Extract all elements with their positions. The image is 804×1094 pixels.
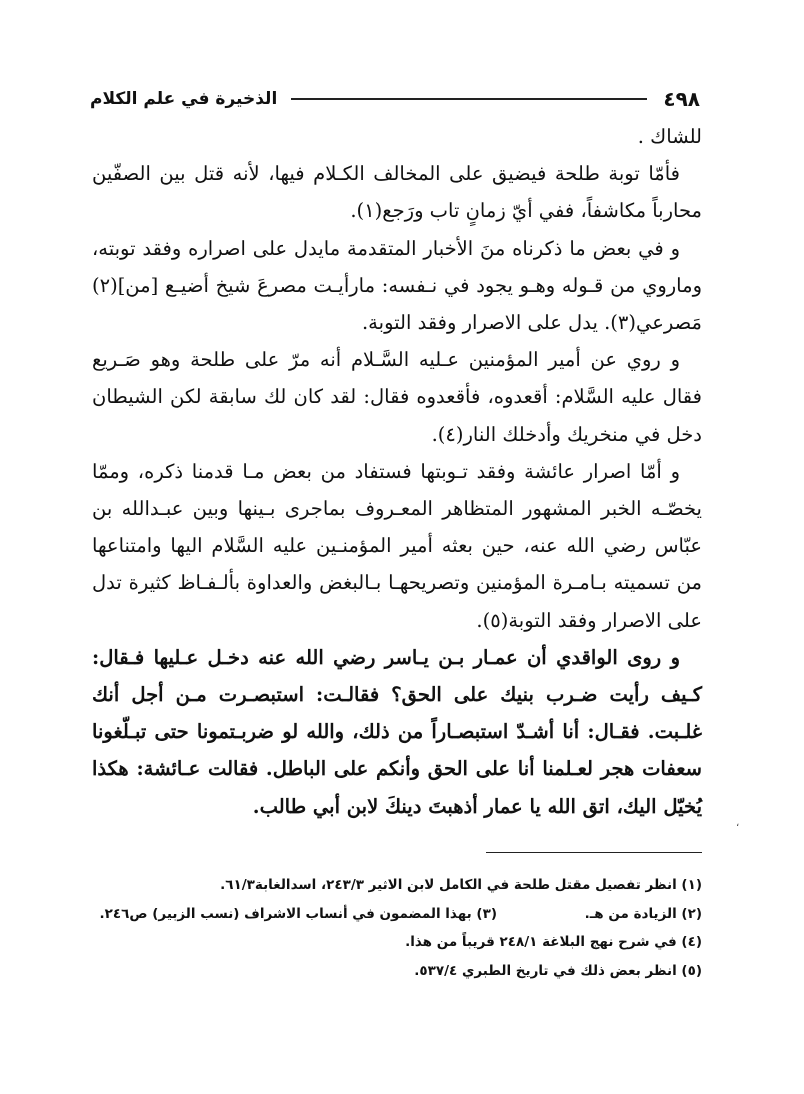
footnote-2: (٢) الزيادة من هـ. <box>584 905 702 922</box>
main-text <box>92 118 702 825</box>
footnote-row-2-3 <box>92 900 702 929</box>
footnotes <box>92 871 702 985</box>
page-number: ٤٩٨ <box>663 87 700 111</box>
page-header <box>90 84 700 114</box>
paragraph-2: فأمّا توبة طلحة فيضيق على المخالف الكـلام فيها، لأنه قتل بين الصفّين محارباً مكاشفاً، ففي أيّ زمانٍ تاب ورَجع(١). <box>92 162 702 223</box>
book-title: الذخيرة في علم الكلام <box>90 89 278 109</box>
margin-mark: ، <box>736 818 740 829</box>
footnote-4: (٤) في شرح نهج البلاغة ٢٤٨/١ قريباً من هذا. <box>405 934 702 950</box>
paragraph-1: للشاك . <box>637 125 702 148</box>
footnote-5: (٥) انظر بعض ذلك في تاريخ الطبري ٥٣٧/٤. <box>414 962 702 979</box>
footnote-rule <box>486 852 702 853</box>
footnote-3: (٣) بهذا المضمون في أنساب الاشراف (نسب الزبير) ص٢٤٦. <box>99 905 497 922</box>
paragraph-3: و في بعض ما ذكرناه منَ الأخبار المتقدمة مايدل على اصراره وفقد توبته، وماروي من قـوله وهـو يجود في نـفسه: مارأيـت مصرعَ شيخ أضيـع [من](٢) مَصرعي(٣). يدل على الاصرار وفقد التوبة. <box>92 236 702 335</box>
header-rule <box>291 98 647 100</box>
paragraph-4: و روي عن أمير المؤمنين عـليه السَّـلام أنه مرّ على طلحة وهو صَـريع فقال عليه السَّلام: أقعدوه، فأقعدوه فقال: لقد كان لك سابقة لكن الشيطان دخل في منخريك وأدخلك النار(٤). <box>92 348 702 446</box>
paragraph-5: و أمّا اصرار عائشة وفقد تـوبتها فستفاد من بعض مـا قدمنا ذكره، وممّا يخصّـه الخبر المشهور المتظاهر المعـروف بماجرى بـينها وبين عبـدالله بن عبّاس رضي الله عنه، حين بعثه أمير المؤمنـين عليه السَّلام اليها وامتناعها من تسميته بـامـرة المؤمنين وتصريحهـا بـالبغض والعداوة بألـفـاظ كثيرة تدل على الاصرار وفقد التوبة(٥). <box>92 459 702 632</box>
paragraph-6: و روى الواقدي أن عمـار بـن يـاسر رضي الله عنه دخـل عـليها فـقال: كـيف رأيت ضـرب بنيك على الحق؟ فقالـت: استبصـرت مـن أجل أنك غلـبت. فقـال: أنا أشـدّ استبصـاراً من ذلك، والله لو ضربـتمونا حتى تبـلّغونا سعفات هجر لعـلمنا أنا على الحق وأنكم على الباطل. فقالت عـائشة: هكذا يُخيّل اليك، اتق الله يا عمار أذهبتَ دينكَ لابن أبي طالب. <box>92 645 702 818</box>
footnote-1: (١) انظر تفصيل مقتل طلحة في الكامل لابن الاثير ٢٤٣/٣، اسدالغابة٦١/٣. <box>220 877 702 893</box>
